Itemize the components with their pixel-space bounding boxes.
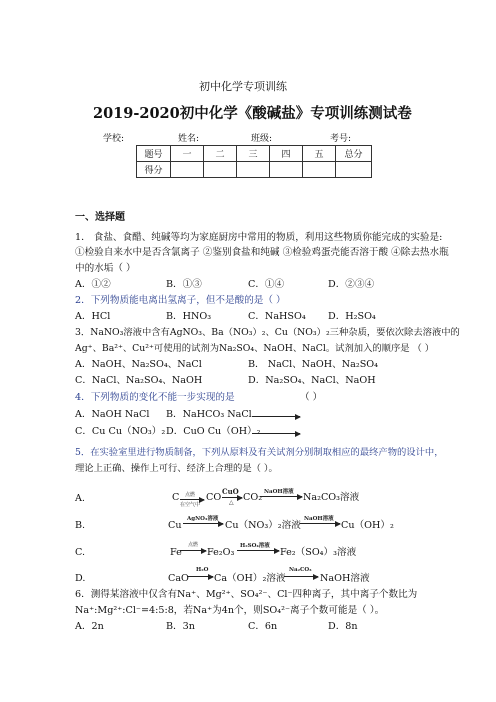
score-table: [136, 145, 372, 178]
reaction-condition: AgNO₃溶液: [187, 516, 219, 522]
q2-option-a[interactable]: A．HCl: [75, 311, 111, 322]
table-cell[interactable]: [270, 162, 303, 178]
table-cell: 一: [171, 146, 204, 162]
reaction-condition: 在空气中: [180, 502, 201, 508]
name-label: 姓名:: [178, 134, 200, 144]
q5-a-species: CO: [206, 492, 222, 503]
q1-option-c[interactable]: C．①④: [248, 279, 285, 290]
reaction-condition: CuO: [222, 487, 239, 496]
q6-line1: 6．测得某溶液中仅含有Na⁺、Mg²⁺、SO₄²⁻、Cl⁻四种离子，其中离子个数比为: [75, 589, 418, 600]
number-label: 考号:: [330, 134, 352, 144]
q1-option-a[interactable]: A．①②: [75, 279, 111, 290]
q6-option-b[interactable]: B．3n: [166, 621, 195, 632]
table-cell: 四: [270, 146, 303, 162]
reaction-condition: Na₂CO₃: [289, 567, 312, 573]
q5-option-b-label[interactable]: B.: [75, 520, 86, 531]
q6-option-c[interactable]: C．6n: [248, 621, 278, 632]
reaction-arrow: [260, 496, 302, 497]
school-label: 学校:: [103, 134, 125, 144]
q6-line2: Na⁺:Mg²⁺:Cl⁻=4:5:8，若Na⁺为4n个，则SO₄²⁻离子个数可能是（ ）。: [75, 605, 385, 616]
reaction-arrow: [222, 497, 242, 498]
table-cell: 五: [303, 146, 336, 162]
q4-option-a[interactable]: A．NaOH NaCl: [75, 409, 150, 420]
q5-c-species: Fe₂O₃: [207, 547, 235, 558]
q4-stem: 4．下列物质的变化不能一步实现的是: [75, 392, 235, 403]
reaction-arrow: [284, 576, 318, 577]
table-cell[interactable]: [204, 162, 237, 178]
q3-option-c[interactable]: C．NaCl、Na₂SO₄、NaOH: [75, 375, 203, 386]
section-heading: 一、选择题: [75, 212, 125, 223]
q5-option-c-label[interactable]: C.: [75, 547, 86, 558]
q5-line2: 理论上正确、操作上可行、经济上合理的是（ ）。: [75, 463, 278, 474]
q1-line3: 中的水垢（ ）: [75, 263, 136, 274]
q1-option-d[interactable]: D．②③④: [328, 279, 375, 290]
q5-a-species: Na₂CO₃溶液: [303, 492, 360, 503]
q5-d-species: Ca（OH）₂溶液: [214, 573, 286, 584]
table-cell[interactable]: [171, 162, 204, 178]
q5-a-species: C: [172, 492, 180, 503]
q2-option-d[interactable]: D．H₂SO₄: [328, 311, 376, 322]
reaction-arrow: [187, 576, 213, 577]
table-cell: 得分: [137, 162, 171, 178]
reaction-condition: △: [229, 499, 234, 506]
q5-a-species: CO₂: [243, 492, 263, 503]
q3-option-d[interactable]: D．Na₂SO₄、NaCl、NaOH: [248, 375, 376, 386]
table-cell: 总分: [336, 146, 372, 162]
reaction-condition: 点燃: [188, 542, 199, 548]
reaction-arrow: [183, 523, 223, 524]
doc-title: 2019-2020初中化学《酸碱盐》专项训练测试卷: [93, 105, 412, 122]
q3-option-a[interactable]: A．NaOH、Na₂SO₄、NaCl: [75, 359, 202, 370]
q2-option-b[interactable]: B．HNO₃: [166, 311, 212, 322]
table-cell: 题号: [137, 146, 171, 162]
reaction-condition: 点燃: [185, 492, 196, 498]
q3-line1: 3．NaNO₃溶液中含有AgNO₃、Ba（NO₃）₂、Cu（NO₃）₂三种杂质，要依次除去溶液中的: [75, 327, 460, 338]
table-cell[interactable]: [336, 162, 372, 178]
reaction-condition: H₂O: [196, 567, 209, 573]
q1-line1: 1． 食盐、食醋、纯碱等均为家庭厨房中常用的物质，利用这些物质你能完成的实验是:: [75, 232, 443, 243]
q5-option-d-label[interactable]: D.: [75, 573, 86, 584]
score-table-score-row: [137, 162, 372, 178]
reaction-arrow: [300, 523, 340, 524]
q5-option-a-label[interactable]: A.: [75, 493, 85, 504]
class-label: 班级:: [251, 134, 273, 144]
q3-line2: Ag⁺、Ba²⁺、Cu²⁺可使用的试剂为Na₂SO₄、NaOH、NaCl。试剂加入的顺序是 （ ）: [75, 343, 435, 354]
q5-b-species: Cu（OH）₂: [341, 520, 394, 531]
reaction-arrow: [252, 416, 300, 417]
reaction-arrow: [237, 550, 279, 551]
reaction-condition: H₂SO₄溶液: [240, 543, 270, 549]
q2-stem: 2．下列物质能电离出氢离子，但不是酸的是（ ）: [75, 295, 286, 306]
reaction-arrow: [252, 433, 300, 434]
table-cell: 二: [204, 146, 237, 162]
reaction-arrow: [180, 550, 206, 551]
q5-b-species: Cu: [168, 520, 182, 531]
q3-option-b[interactable]: B． NaCl、NaOH、Na₂SO₄: [248, 359, 378, 370]
q1-option-b[interactable]: B．①③: [166, 279, 202, 290]
q6-option-d[interactable]: D．8n: [328, 621, 358, 632]
q4-option-c[interactable]: C．Cu Cu（NO₃）₂: [75, 426, 166, 437]
reaction-arrow: [180, 499, 204, 500]
score-table-header-row: [137, 146, 372, 162]
q6-option-a[interactable]: A．2n: [75, 621, 104, 632]
table-cell: 三: [237, 146, 270, 162]
q5-d-species: CaO: [168, 573, 189, 584]
reaction-condition: NaOH溶液: [304, 516, 334, 522]
doc-subtitle: 初中化学专项训练: [199, 80, 287, 93]
q2-option-c[interactable]: C．NaHSO₄: [248, 311, 306, 322]
q5-c-species: Fe₂（SO₄）₃溶液: [280, 547, 357, 558]
q4-paren: （ ）: [300, 392, 323, 403]
q5-line1: 5．在实验室里进行物质制备，下列从原料及有关试剂分别制取相应的最终产物的设计中，: [75, 447, 444, 458]
reaction-condition: NaOH溶液: [264, 489, 294, 495]
q4-option-d[interactable]: D．CuO Cu（OH）₂: [166, 426, 261, 437]
q4-option-b[interactable]: B．NaHCO₃ NaCl: [166, 409, 252, 420]
q5-c-species: Fe: [170, 547, 182, 558]
q5-d-species: NaOH溶液: [320, 573, 370, 584]
table-cell[interactable]: [303, 162, 336, 178]
q5-b-species: Cu（NO₃）₂溶液: [225, 520, 301, 531]
q1-line2: ①检验自来水中是否含氯离子 ②鉴别食盐和纯碱 ③检验鸡蛋壳能否溶于酸 ④除去热水瓶: [75, 247, 449, 258]
table-cell[interactable]: [237, 162, 270, 178]
